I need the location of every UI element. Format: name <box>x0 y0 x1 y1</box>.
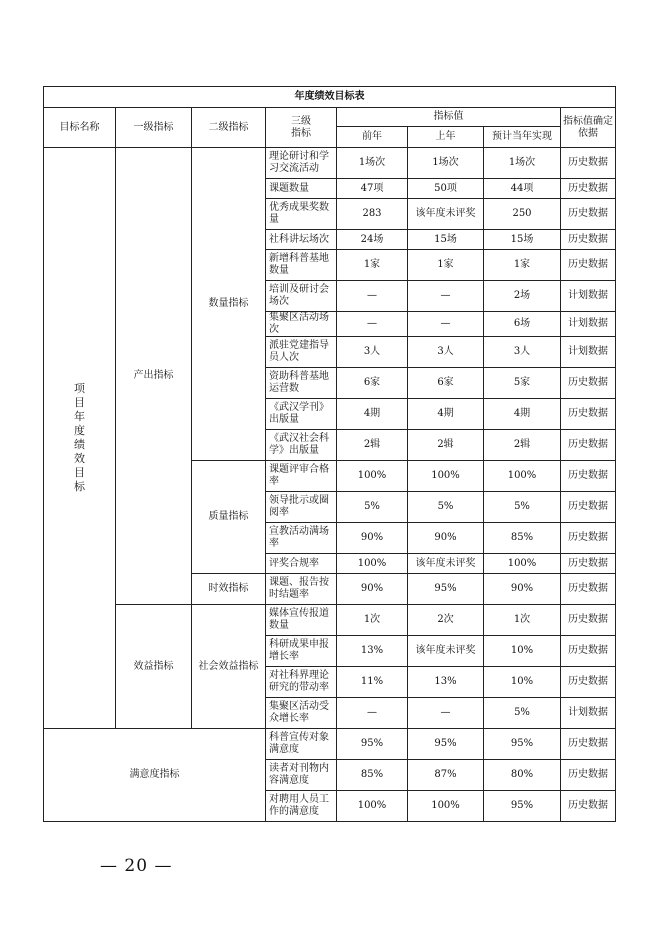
level3-indicator: 对聘用人员工作的满意度 <box>266 791 337 822</box>
value-prev-year: 90% <box>337 523 408 554</box>
level3-indicator: 课题、报告按时结题率 <box>266 574 337 605</box>
value-basis: 历史数据 <box>561 636 616 667</box>
value-prev-year: 1家 <box>337 250 408 281</box>
header-value-group: 指标值 <box>337 108 561 127</box>
value-last-year: 该年度未评奖 <box>408 199 484 230</box>
value-last-year: 3人 <box>408 337 484 368</box>
level1-output: 产出指标 <box>116 148 192 605</box>
value-last-year: — <box>408 281 484 312</box>
value-prev-year: 100% <box>337 461 408 492</box>
value-expected: 3人 <box>484 337 561 368</box>
value-basis: 历史数据 <box>561 179 616 199</box>
value-prev-year: 100% <box>337 791 408 822</box>
table-title: 年度绩效目标表 <box>44 87 616 108</box>
value-last-year: 2辑 <box>408 430 484 461</box>
header-last-year: 上年 <box>408 127 484 148</box>
value-expected: 1场次 <box>484 148 561 179</box>
value-expected: 5家 <box>484 368 561 399</box>
value-prev-year: 24场 <box>337 230 408 250</box>
value-basis: 历史数据 <box>561 148 616 179</box>
target-name-cell <box>44 148 116 729</box>
table-row <box>44 729 616 760</box>
value-basis: 历史数据 <box>561 554 616 574</box>
value-expected: 4期 <box>484 399 561 430</box>
value-expected: 5% <box>484 492 561 523</box>
value-prev-year: 85% <box>337 760 408 791</box>
value-basis: 计划数据 <box>561 312 616 337</box>
level3-indicator: 科普宣传对象满意度 <box>266 729 337 760</box>
header-expected: 预计当年实现 <box>484 127 561 148</box>
level3-indicator: 新增科普基地数量 <box>266 250 337 281</box>
level3-indicator: 社科讲坛场次 <box>266 230 337 250</box>
value-basis: 历史数据 <box>561 574 616 605</box>
value-expected: 85% <box>484 523 561 554</box>
value-basis: 历史数据 <box>561 760 616 791</box>
target-name-text: 项目年度绩效目标 <box>74 382 85 493</box>
value-last-year: 13% <box>408 667 484 698</box>
value-prev-year: 13% <box>337 636 408 667</box>
header-prev-year: 前年 <box>337 127 408 148</box>
level2-social-benefit: 社会效益指标 <box>192 605 266 729</box>
value-expected: 90% <box>484 574 561 605</box>
value-prev-year: 2辑 <box>337 430 408 461</box>
value-last-year: 95% <box>408 574 484 605</box>
header-target-name: 目标名称 <box>44 108 116 148</box>
value-basis: 历史数据 <box>561 667 616 698</box>
value-prev-year: 3人 <box>337 337 408 368</box>
value-last-year: 1家 <box>408 250 484 281</box>
value-basis: 计划数据 <box>561 337 616 368</box>
value-basis: 历史数据 <box>561 791 616 822</box>
level3-indicator: 评奖合规率 <box>266 554 337 574</box>
value-last-year: 5% <box>408 492 484 523</box>
value-expected: 80% <box>484 760 561 791</box>
level3-indicator: 课题数量 <box>266 179 337 199</box>
value-basis: 历史数据 <box>561 729 616 760</box>
header-level3: 三级 指标 <box>266 108 337 148</box>
value-prev-year: 11% <box>337 667 408 698</box>
level3-indicator: 领导批示或圈阅率 <box>266 492 337 523</box>
level1-benefit: 效益指标 <box>116 605 192 729</box>
level3-indicator: 优秀成果奖数量 <box>266 199 337 230</box>
level3-indicator: 培训及研讨会场次 <box>266 281 337 312</box>
value-basis: 历史数据 <box>561 368 616 399</box>
value-expected: 10% <box>484 636 561 667</box>
level1-satisfaction: 满意度指标 <box>44 729 266 822</box>
level3-indicator: 《武汉学刊》出版量 <box>266 399 337 430</box>
value-prev-year: 47项 <box>337 179 408 199</box>
value-prev-year: 6家 <box>337 368 408 399</box>
value-prev-year: 283 <box>337 199 408 230</box>
value-last-year: 该年度未评奖 <box>408 636 484 667</box>
value-prev-year: 1次 <box>337 605 408 636</box>
level3-indicator: 理论研讨和学习交流活动 <box>266 148 337 179</box>
value-basis: 历史数据 <box>561 492 616 523</box>
level3-indicator: 集聚区活动场次 <box>266 312 337 337</box>
value-last-year: 50项 <box>408 179 484 199</box>
value-basis: 计划数据 <box>561 281 616 312</box>
value-last-year: 6家 <box>408 368 484 399</box>
level3-indicator: 派驻党建指导员人次 <box>266 337 337 368</box>
header-basis: 指标值确定 依据 <box>561 108 616 148</box>
value-basis: 计划数据 <box>561 698 616 729</box>
level3-indicator: 对社科界理论研究的带动率 <box>266 667 337 698</box>
level3-indicator: 集聚区活动受众增长率 <box>266 698 337 729</box>
value-expected: 15场 <box>484 230 561 250</box>
value-last-year: 100% <box>408 791 484 822</box>
value-last-year: 95% <box>408 729 484 760</box>
value-prev-year: 90% <box>337 574 408 605</box>
value-expected: 95% <box>484 791 561 822</box>
value-basis: 历史数据 <box>561 605 616 636</box>
value-last-year: 90% <box>408 523 484 554</box>
value-last-year: 该年度未评奖 <box>408 554 484 574</box>
value-basis: 历史数据 <box>561 230 616 250</box>
value-basis: 历史数据 <box>561 399 616 430</box>
value-basis: 历史数据 <box>561 461 616 492</box>
value-prev-year: 95% <box>337 729 408 760</box>
value-expected: 44项 <box>484 179 561 199</box>
table-row <box>44 605 616 636</box>
value-basis: 历史数据 <box>561 430 616 461</box>
value-expected: 6场 <box>484 312 561 337</box>
level3-indicator: 媒体宣传报道数量 <box>266 605 337 636</box>
value-prev-year: — <box>337 312 408 337</box>
value-expected: 100% <box>484 554 561 574</box>
level2-quality: 质量指标 <box>192 461 266 574</box>
value-prev-year: — <box>337 698 408 729</box>
value-prev-year: — <box>337 281 408 312</box>
level3-indicator: 课题评审合格率 <box>266 461 337 492</box>
value-last-year: 2次 <box>408 605 484 636</box>
value-last-year: 15场 <box>408 230 484 250</box>
value-expected: 1家 <box>484 250 561 281</box>
header-level2: 二级指标 <box>192 108 266 148</box>
value-expected: 5% <box>484 698 561 729</box>
value-expected: 10% <box>484 667 561 698</box>
value-prev-year: 1场次 <box>337 148 408 179</box>
header-level1: 一级指标 <box>116 108 192 148</box>
value-last-year: — <box>408 698 484 729</box>
value-last-year: 4期 <box>408 399 484 430</box>
value-expected: 95% <box>484 729 561 760</box>
level2-timeliness: 时效指标 <box>192 574 266 605</box>
value-basis: 历史数据 <box>561 199 616 230</box>
value-last-year: 87% <box>408 760 484 791</box>
value-expected: 2辑 <box>484 430 561 461</box>
value-last-year: 1场次 <box>408 148 484 179</box>
value-prev-year: 5% <box>337 492 408 523</box>
value-basis: 历史数据 <box>561 523 616 554</box>
page-number: — 20 — <box>100 856 173 876</box>
level3-indicator: 资助科普基地运营数 <box>266 368 337 399</box>
value-expected: 250 <box>484 199 561 230</box>
level3-indicator: 读者对刊物内容满意度 <box>266 760 337 791</box>
performance-target-table <box>43 86 616 822</box>
value-last-year: 100% <box>408 461 484 492</box>
value-expected: 1次 <box>484 605 561 636</box>
level3-indicator: 宣教活动满场率 <box>266 523 337 554</box>
value-expected: 100% <box>484 461 561 492</box>
level2-quantity: 数量指标 <box>192 148 266 461</box>
level3-indicator: 《武汉社会科学》出版量 <box>266 430 337 461</box>
value-expected: 2场 <box>484 281 561 312</box>
value-last-year: — <box>408 312 484 337</box>
table-row <box>44 148 616 179</box>
value-basis: 历史数据 <box>561 250 616 281</box>
value-prev-year: 100% <box>337 554 408 574</box>
value-prev-year: 4期 <box>337 399 408 430</box>
level3-indicator: 科研成果申报增长率 <box>266 636 337 667</box>
